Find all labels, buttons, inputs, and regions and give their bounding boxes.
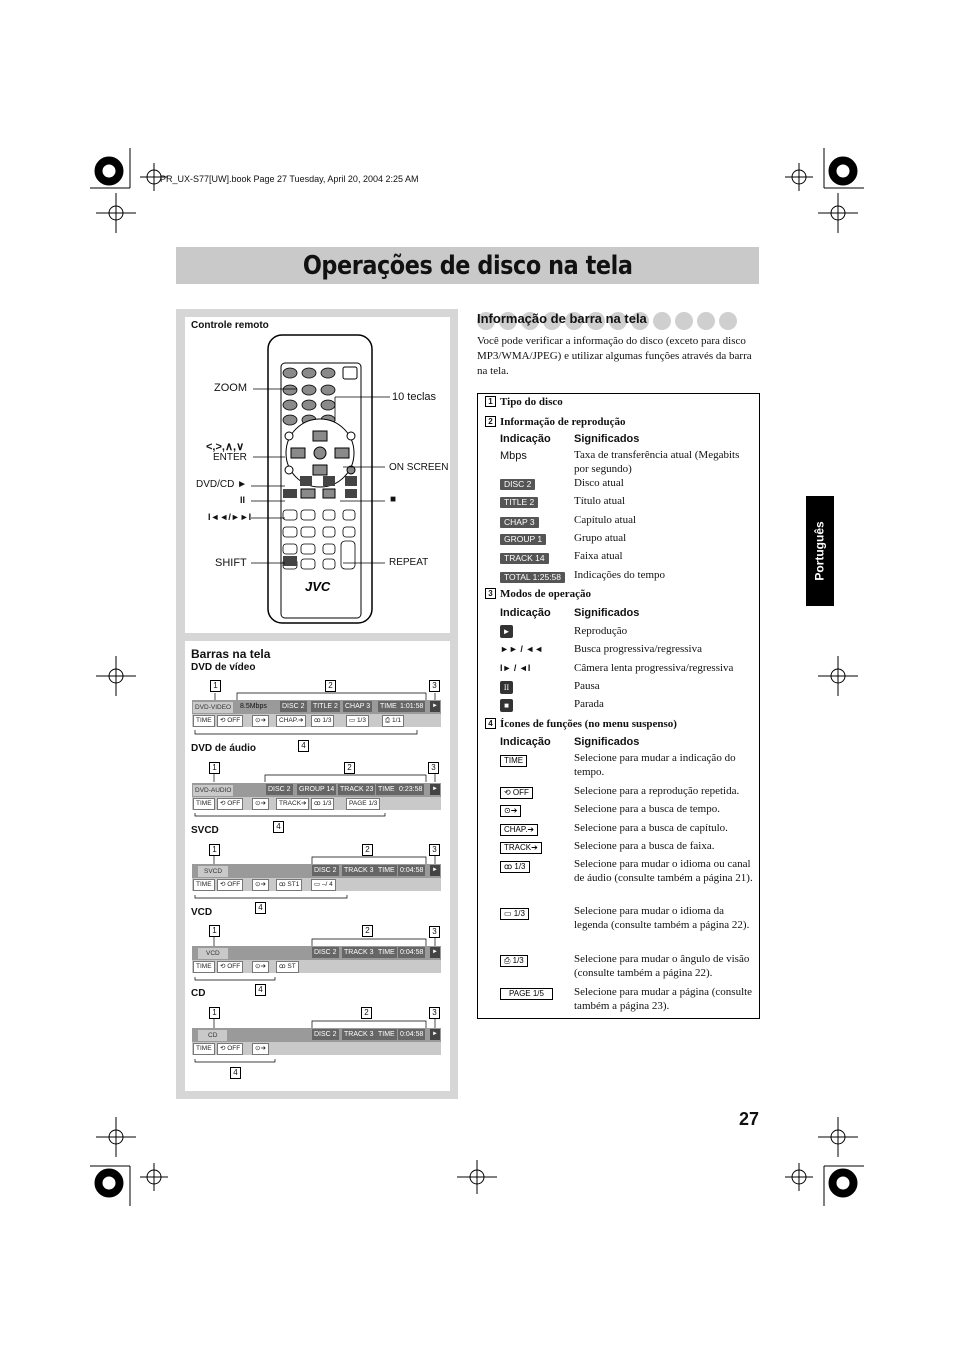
s3-col-ind: Indicação	[500, 607, 551, 619]
s4-ind-7: ⎙ 1/3	[500, 955, 528, 967]
s3-sig-1: Busca progressiva/regressiva	[574, 643, 702, 655]
osd-track: TRACK 3	[344, 949, 374, 956]
s2-sig-1: Disco atual	[574, 477, 624, 489]
osd-btn-repeat[interactable]: ⟲ OFF	[217, 1043, 243, 1055]
osd-btn-time-search[interactable]: ⊙➔	[252, 961, 269, 973]
callout-pause: II	[240, 495, 246, 505]
osd-btn-audio[interactable]: ꝏ 1/3	[311, 715, 334, 727]
marker-4: 4	[230, 1067, 241, 1079]
s4-title: Ícones de funções (no menu suspenso)	[500, 718, 677, 730]
osd-play-icon: ►	[430, 1029, 440, 1040]
s2-ind-6: TOTAL 1:25:58	[500, 572, 565, 583]
osd-btn-angle[interactable]: ⎙ 1/1	[382, 715, 404, 727]
marker-3: 3	[429, 926, 440, 938]
marker-3: 3	[429, 680, 440, 692]
callout-zoom: ZOOM	[214, 382, 247, 394]
s4-ind-3: CHAP.➔	[500, 824, 538, 836]
callout-ten-keys: 10 teclas	[392, 391, 437, 403]
stop-icon: ■	[500, 699, 513, 712]
marker-4: 4	[255, 902, 266, 914]
osd-btn-time[interactable]: TIME	[193, 1043, 215, 1055]
s3-title-row: 3 Modos de operação	[485, 587, 591, 601]
s2-ind-2: TITLE 2	[500, 497, 538, 508]
language-tab-label: Português	[813, 521, 827, 581]
page-title: Operações de disco na tela	[302, 250, 633, 281]
osd-disc: DISC 2	[314, 867, 337, 874]
osd-btn-time[interactable]: TIME	[193, 715, 215, 727]
osd-time-label: TIME	[380, 703, 397, 710]
pause-icon: II	[500, 681, 513, 694]
osd-btn-repeat[interactable]: ⟲ OFF	[217, 879, 243, 891]
osd-play-icon: ►	[430, 947, 440, 958]
osd-type: VCD	[198, 948, 228, 959]
s2-ind-3: CHAP 3	[500, 517, 539, 528]
s3-sig-3: Pausa	[574, 680, 600, 692]
dvd-video-label: DVD de vídeo	[191, 662, 256, 673]
section-heading	[477, 311, 759, 331]
s4-sig-6: Selecione para mudar o idioma da legenda (consulte também a página 22).	[574, 905, 750, 931]
s2-sig-5: Faixa atual	[574, 550, 623, 562]
osd-btn-audio[interactable]: ꝏ ST1	[276, 879, 302, 891]
osd-time: 1:01:58	[400, 703, 424, 710]
s4-sig-5: Selecione para mudar o idioma ou canal de áudio (consulte também a página 21).	[574, 858, 753, 884]
osd-btn-track-search[interactable]: TRACK➔	[276, 798, 309, 810]
s4-title-row: 4 Ícones de funções (no menu suspenso)	[485, 717, 677, 731]
osd-chap: CHAP 3	[345, 703, 371, 710]
marker-4: 4	[298, 740, 309, 752]
s2-col-sig: Significados	[574, 433, 640, 445]
s2-sig-2: Título atual	[574, 495, 626, 507]
fast-search-icon: ►► / ◄◄	[500, 644, 544, 654]
language-tab	[806, 496, 834, 606]
s1-title: Tipo do disco	[500, 396, 563, 408]
cd-label: CD	[191, 988, 206, 999]
osd-btn-time[interactable]: TIME	[193, 879, 215, 891]
callout-on-screen: ON SCREEN	[389, 462, 449, 473]
s2-sig-6: Indicações do tempo	[574, 569, 666, 581]
osd-btn-audio[interactable]: ꝏ ST	[276, 961, 299, 973]
callout-enter: ENTER	[213, 452, 247, 463]
s2-sig-4: Grupo atual	[574, 532, 627, 544]
marker-1: 1	[210, 680, 221, 692]
remote-callout-lines	[185, 317, 450, 633]
s2-title: Informação de reprodução	[500, 416, 626, 428]
osd-btn-repeat[interactable]: ⟲ OFF	[217, 715, 243, 727]
osd-btn-time[interactable]: TIME	[193, 961, 215, 973]
callout-dvdcd: DVD/CD ►	[196, 479, 248, 490]
osd-track: TRACK 3	[344, 867, 374, 874]
s2-title-row: 2 Informação de reprodução	[485, 415, 625, 429]
bar-brackets	[185, 641, 450, 1091]
osd-btn-time-search[interactable]: ⊙➔	[252, 879, 269, 891]
marker-2: 2	[362, 844, 373, 856]
s4-sig-8: Selecione para mudar a página (consulte também a página 23).	[574, 986, 753, 1012]
marker-1: 1	[209, 762, 220, 774]
osd-btn-chap-search[interactable]: CHAP.➔	[276, 715, 306, 727]
s4-sig-3: Selecione para a busca de capítulo.	[574, 822, 728, 834]
play-icon: ►	[500, 625, 513, 638]
marker-2: 2	[344, 762, 355, 774]
osd-disc: DISC 2	[282, 703, 305, 710]
osd-rate: 8.5Mbps	[240, 703, 267, 710]
marker-4: 4	[273, 821, 284, 833]
intro-paragraph: Você pode verificar a informação do disco (exceto para disco MP3/WMA/JPEG) e utilizar algumas funções através da barra na tela.	[477, 335, 752, 377]
s4-col-ind: Indicação	[500, 736, 551, 748]
osd-btn-audio[interactable]: ꝏ 1/3	[311, 798, 334, 810]
s2-ind-0: Mbps	[500, 450, 527, 462]
osd-btn-time[interactable]: TIME	[193, 798, 215, 810]
s3-col-sig: Significados	[574, 607, 640, 619]
osd-time-label: TIME	[378, 786, 395, 793]
callout-skip: I◄◄/►►I	[208, 512, 252, 522]
s3-sig-0: Reprodução	[574, 625, 628, 637]
s2-sig-3: Capítulo atual	[574, 514, 637, 526]
osd-type: DVD-AUDIO	[195, 787, 232, 794]
osd-title: TITLE 2	[313, 703, 338, 710]
osd-track: TRACK 3	[344, 1031, 374, 1038]
s3-title: Modos de operação	[500, 588, 592, 600]
osd-time: 0:04:58	[400, 1031, 424, 1038]
s4-sig-2: Selecione para a busca de tempo.	[574, 803, 720, 815]
s4-ind-0: TIME	[500, 755, 527, 767]
marker-1: 1	[209, 844, 220, 856]
marker-3: 3	[429, 844, 440, 856]
s2-ind-5: TRACK 14	[500, 553, 549, 564]
s3-sig-4: Parada	[574, 698, 604, 710]
osd-btn-repeat[interactable]: ⟲ OFF	[217, 961, 243, 973]
osd-time-label: TIME	[378, 1031, 395, 1038]
s2-ind-1: DISC 2	[500, 479, 535, 490]
callout-arrows: <,>,∧,∨	[206, 441, 245, 453]
marker-4: 4	[255, 984, 266, 996]
s4-sig-0: Selecione para mudar a indicação do tempo.	[574, 752, 736, 778]
page-number: 27	[739, 1109, 760, 1129]
s4-sig-4: Selecione para a busca de faixa.	[574, 840, 715, 852]
osd-play-icon: ►	[430, 784, 440, 795]
remote-label: Controle remoto	[191, 320, 269, 331]
s2-ind-4: GROUP 1	[500, 534, 546, 545]
dvd-audio-label: DVD de áudio	[191, 743, 257, 754]
s1-title-row: 1 Tipo do disco	[485, 395, 563, 409]
s2-col-ind: Indicação	[500, 433, 551, 445]
osd-track: TRACK 23	[340, 786, 374, 793]
s4-col-sig: Significados	[574, 736, 640, 748]
osd-btn-subtitle[interactable]: ▭ 1/3	[346, 715, 369, 727]
osd-disc: DISC 2	[314, 949, 337, 956]
file-header: PR_UX-S77[UW].book Page 27 Tuesday, April 20, 2004 2:25 AM	[160, 174, 419, 184]
marker-1: 1	[209, 925, 220, 937]
osd-btn-time-search[interactable]: ⊙➔	[252, 715, 269, 727]
s4-ind-2: ⊙➔	[500, 805, 521, 817]
osd-type: DVD-VIDEO	[195, 704, 232, 711]
s4-sig-7: Selecione para mudar o ângulo de visão (consulte também a página 22).	[574, 953, 750, 979]
marker-1: 1	[209, 1007, 220, 1019]
osd-btn-time-search[interactable]: ⊙➔	[252, 1043, 269, 1055]
s3-sig-2: Câmera lenta progressiva/regressiva	[574, 662, 734, 674]
marker-2: 2	[362, 925, 373, 937]
marker-3: 3	[428, 762, 439, 774]
bars-title: Barras na tela	[191, 647, 271, 661]
osd-disc: DISC 2	[268, 786, 291, 793]
s4-ind-1: ⟲ OFF	[500, 787, 533, 799]
osd-time-label: TIME	[378, 949, 395, 956]
osd-btn-subtitle[interactable]: ▭ –/ 4	[311, 879, 336, 891]
osd-time-label: TIME	[378, 867, 395, 874]
osd-btn-page[interactable]: PAGE 1/3	[346, 798, 380, 810]
marker-2: 2	[325, 680, 336, 692]
osd-btn-repeat[interactable]: ⟲ OFF	[217, 798, 243, 810]
osd-type: SVCD	[198, 866, 228, 877]
page-title-bar	[176, 247, 759, 284]
slow-motion-icon: I► / ◄I	[500, 663, 531, 673]
osd-play-icon: ►	[430, 701, 440, 712]
osd-btn-time-search[interactable]: ⊙➔	[252, 798, 269, 810]
osd-disc: DISC 2	[314, 1031, 337, 1038]
s4-ind-6: ▭ 1/3	[500, 908, 529, 920]
s4-ind-5: ꝏ 1/3	[500, 861, 530, 873]
callout-stop: ■	[390, 494, 397, 505]
osd-time: 0:04:58	[400, 867, 424, 874]
svcd-label: SVCD	[191, 825, 219, 836]
s2-sig-0: Taxa de transferência atual (Megabits por segundo)	[574, 449, 740, 475]
osd-type: CD	[198, 1030, 227, 1041]
marker-3: 3	[429, 1007, 440, 1019]
callout-shift: SHIFT	[215, 557, 247, 569]
vcd-label: VCD	[191, 907, 213, 918]
osd-time: 0:23:58	[399, 786, 423, 793]
osd-group: GROUP 14	[299, 786, 335, 793]
osd-time: 0:04:58	[400, 949, 424, 956]
remote-brand: JVC	[305, 579, 331, 594]
marker-2: 2	[361, 1007, 372, 1019]
s4-sig-1: Selecione para a reprodução repetida.	[574, 785, 740, 797]
s4-ind-8: PAGE 1/5	[500, 988, 553, 1000]
callout-repeat: REPEAT	[389, 557, 429, 568]
s4-ind-4: TRACK➔	[500, 842, 542, 854]
osd-play-icon: ►	[430, 865, 440, 876]
section-heading-text: Informação de barra na tela	[477, 311, 647, 326]
